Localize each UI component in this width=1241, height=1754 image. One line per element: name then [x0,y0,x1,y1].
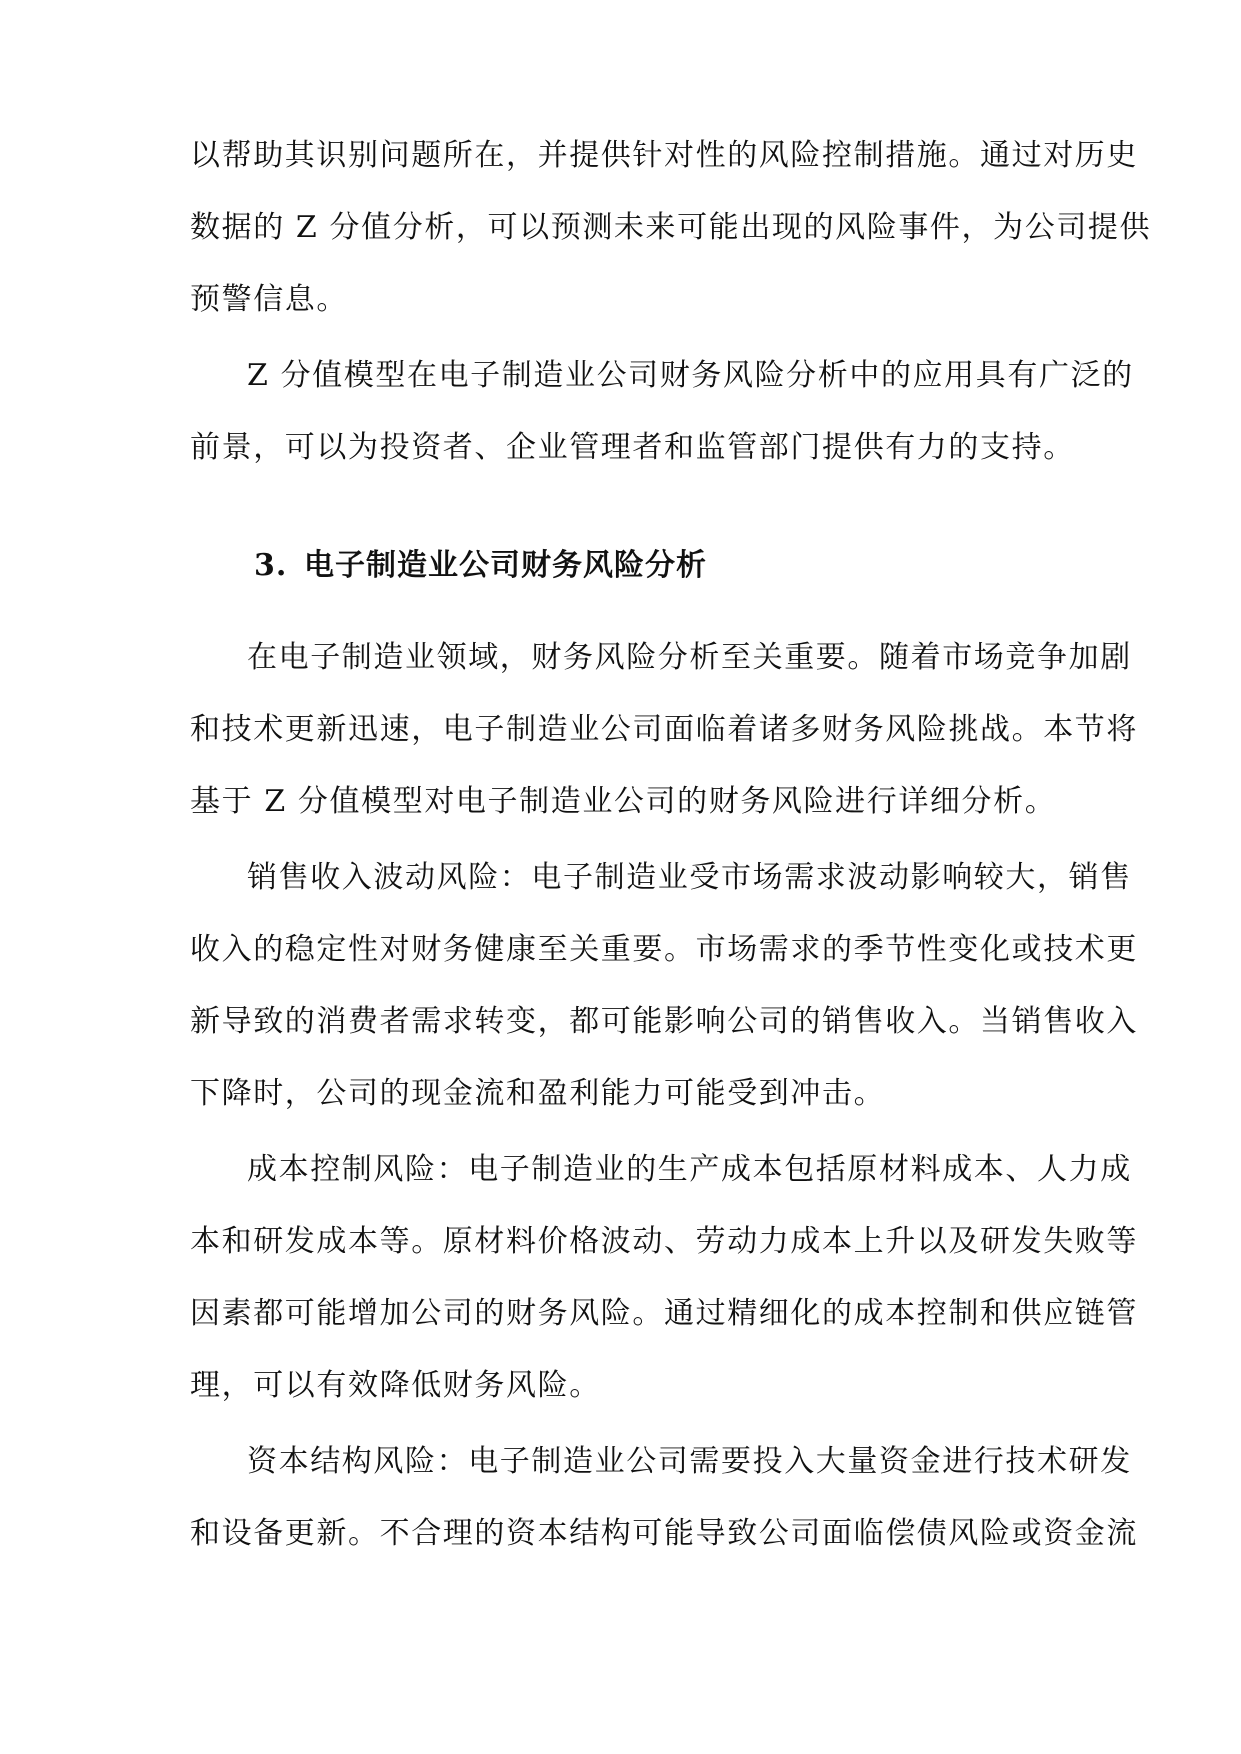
paragraph-line: Z 分值模型在电子制造业公司财务风险分析中的应用具有广泛的 [247,358,1134,393]
paragraph-line: 本和研发成本等。原材料价格波动、劳动力成本上升以及研发失败等 [190,1224,1138,1259]
section-heading [254,546,707,586]
paragraph-line: 成本控制风险：电子制造业的生产成本包括原材料成本、人力成 [247,1152,1132,1187]
paragraph-line: 新导致的消费者需求转变，都可能影响公司的销售收入。当销售收入 [190,1004,1138,1039]
paragraph-line: 在电子制造业领域，财务风险分析至关重要。随着市场竞争加剧 [247,640,1132,675]
paragraph-line: 收入的稳定性对财务健康至关重要。市场需求的季节性变化或技术更 [190,932,1138,967]
section-number: 3. [254,548,288,583]
paragraph-line: 资本结构风险：电子制造业公司需要投入大量资金进行技术研发 [247,1444,1132,1479]
paragraph-line: 预警信息。 [190,282,348,317]
paragraph-line: 和设备更新。不合理的资本结构可能导致公司面临偿债风险或资金流 [190,1516,1138,1551]
paragraph-line: 基于 Z 分值模型对电子制造业公司的财务风险进行详细分析。 [190,784,1057,819]
paragraph-line: 和技术更新迅速，电子制造业公司面临着诸多财务风险挑战。本节将 [190,712,1138,747]
paragraph-line: 下降时，公司的现金流和盈利能力可能受到冲击。 [190,1076,886,1111]
section-title: 电子制造业公司财务风险分析 [304,548,707,583]
paragraph-line: 以帮助其识别问题所在，并提供针对性的风险控制措施。通过对历史 [190,138,1138,173]
paragraph-line: 因素都可能增加公司的财务风险。通过精细化的成本控制和供应链管 [190,1296,1138,1331]
paragraph-line: 前景，可以为投资者、企业管理者和监管部门提供有力的支持。 [190,430,1075,465]
paragraph-line: 理，可以有效降低财务风险。 [190,1368,601,1403]
paragraph-line: 销售收入波动风险：电子制造业受市场需求波动影响较大，销售 [247,860,1132,895]
paragraph-line: 数据的 Z 分值分析，可以预测未来可能出现的风险事件，为公司提供 [190,210,1152,245]
